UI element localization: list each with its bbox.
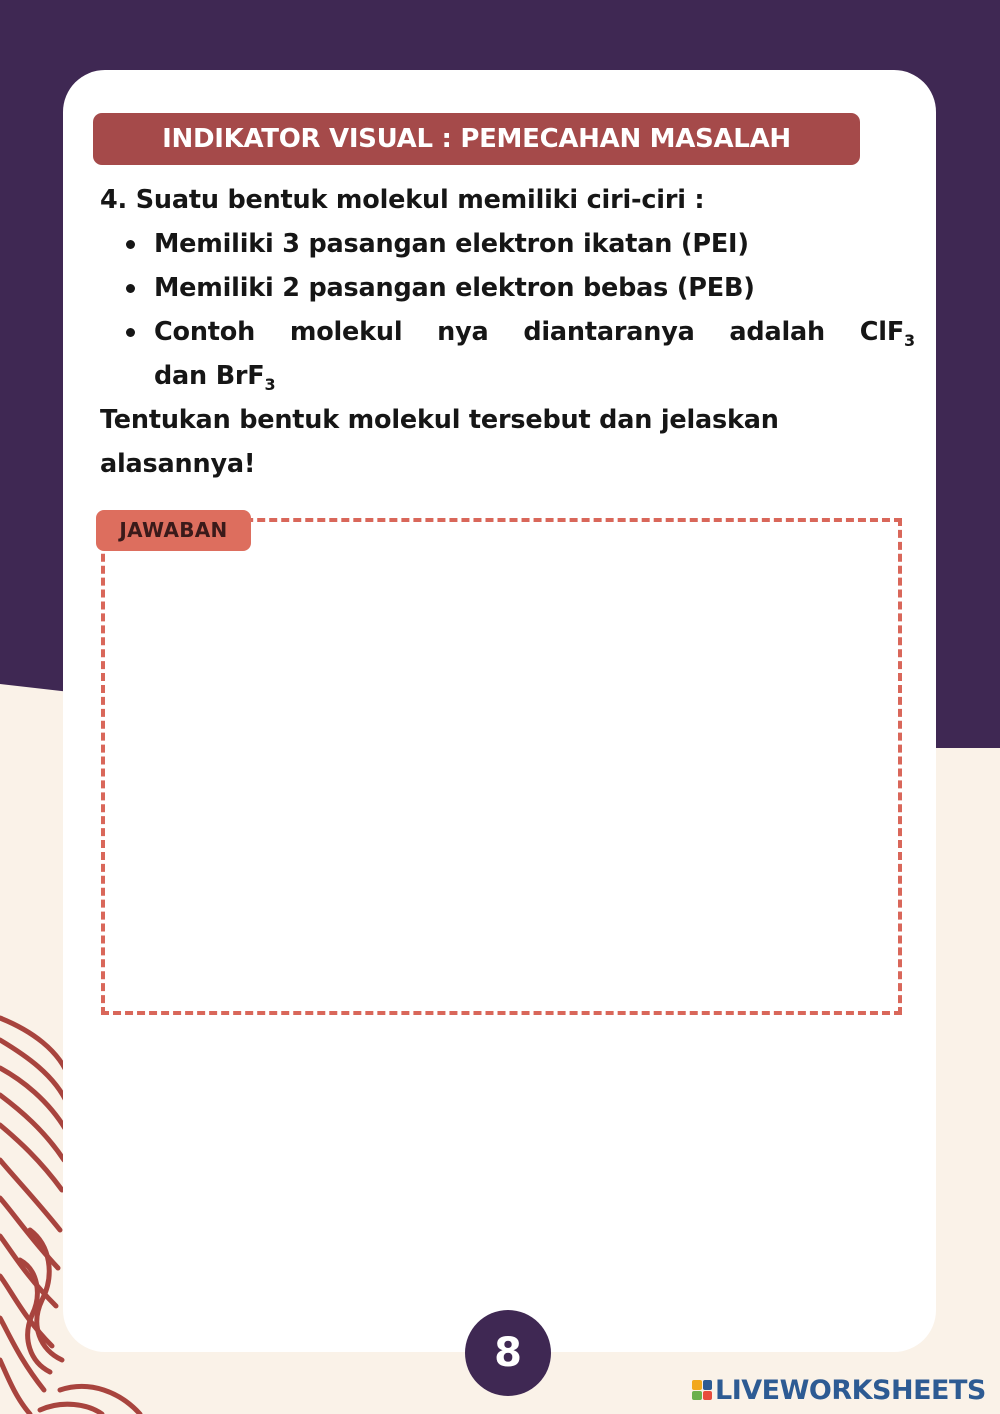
question-block [100, 178, 915, 486]
example-word: adalah [729, 317, 825, 347]
example-word: diantaranya [523, 317, 695, 347]
example-word: nya [437, 317, 489, 347]
characteristics-list [100, 222, 915, 398]
formula-brf3: dan BrF [154, 361, 265, 391]
example-line [154, 310, 915, 354]
bullet-icon [126, 328, 135, 337]
liveworksheets-logo-icon [692, 1380, 712, 1400]
bullet-icon [126, 284, 135, 293]
bullet-icon [126, 240, 135, 249]
task-line: Tentukan bentuk molekul tersebut dan jelaskan [100, 405, 779, 435]
list-item [100, 222, 915, 266]
task-instruction [100, 398, 915, 486]
question-intro: 4. Suatu bentuk molekul memiliki ciri-ciri : [100, 185, 705, 215]
example-word: Contoh [154, 317, 256, 347]
characteristic-peb: Memiliki 2 pasangan elektron bebas (PEB) [154, 273, 755, 303]
list-item [100, 266, 915, 310]
watermark-text: LIVEWORKSHEETS [715, 1374, 986, 1406]
list-item [100, 310, 915, 398]
answer-label: JAWABAN [96, 510, 251, 551]
formula-clf3: ClF$_3$ [859, 317, 915, 350]
watermark [692, 1373, 986, 1407]
task-line: alasannya! [100, 449, 256, 479]
page-number: 8 [465, 1310, 551, 1396]
answer-area[interactable] [101, 518, 902, 1015]
example-line-2: dan BrF$_3$ [154, 361, 276, 394]
characteristic-pei: Memiliki 3 pasangan elektron ikatan (PEI) [154, 229, 749, 259]
example-word: molekul [289, 317, 403, 347]
indicator-banner: INDIKATOR VISUAL : PEMECAHAN MASALAH [93, 113, 860, 165]
